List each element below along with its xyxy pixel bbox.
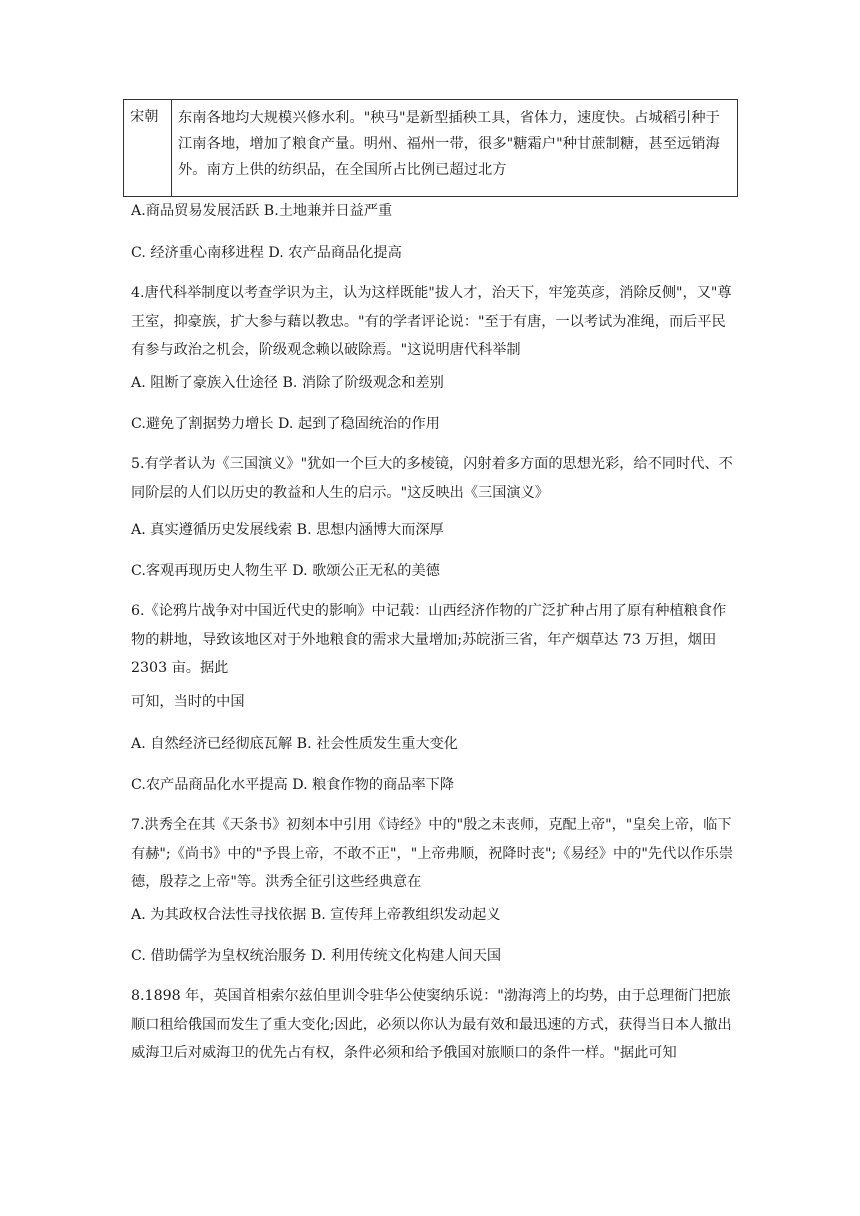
q4-stem: 4.唐代科举制度以考查学识为主，认为这样既能"拔人才，治天下，牢笼英彦，消除反侧"，又"尊王室，抑豪族，扩大参与藉以教忠。"有的学者评论说："至于有唐，一以考试为准绳，而后平民有参与政治之机会，阶级观念赖以破除焉。"这说明唐代科举制 bbox=[131, 285, 732, 358]
q5-options-cd: C.客观再现历史人物生平 D. 歌颂公正无私的美德 bbox=[131, 563, 440, 579]
q6-options-cd: C.农产品商品化水平提高 D. 粮食作物的商品率下降 bbox=[131, 777, 455, 793]
q8-stem: 8.1898 年，英国首相索尔兹伯里训令驻华公使窦纳乐说："渤海湾上的均势，由于总理衙门把旅顺口租给俄国而发生了重大变化;因此，必须以你认为最有效和最迅速的方式，获得当日本人撤出威海卫后对威海卫的优先占有权，条件必须和给予俄国对旅顺口的条件一样。"据此可知 bbox=[131, 988, 732, 1061]
q6-stem-continuation: 可知，当时的中国 bbox=[131, 694, 245, 710]
q6-options-ab: A. 自然经济已经彻底瓦解 B. 社会性质发生重大变化 bbox=[131, 736, 458, 752]
q3-options-cd: C. 经济重心南移进程 D. 农产品商品化提高 bbox=[131, 245, 402, 261]
q7-stem: 7.洪秀全在其《天条书》初刻本中引用《诗经》中的"殷之未丧师，克配上帝"，"皇矣上帝，临下有赫";《尚书》中的"予畏上帝，不敢不正"，"上帝弗顺，祝降时丧";《易经》中的"先代以作乐崇德，殷荐之上帝"等。洪秀全征引这些经典意在 bbox=[131, 817, 734, 890]
q5-options-ab: A. 真实遵循历史发展线索 B. 思想内涵博大而深厚 bbox=[131, 522, 444, 538]
q3-options-ab: A.商品贸易发展活跃 B.土地兼并日益严重 bbox=[131, 203, 393, 219]
q7-options-cd: C. 借助儒学为皇权统治服务 D. 利用传统文化构建人间天国 bbox=[131, 948, 502, 964]
song-dynasty-table bbox=[123, 99, 738, 197]
q7-options-ab: A. 为其政权合法性寻找依据 B. 宣传拜上帝教组织发动起义 bbox=[131, 907, 501, 923]
dynasty-description-cell: 东南各地均大规模兴修水利。"秧马"是新型插秧工具，省体力，速度快。占城稻引种于江南各地，增加了粮食产量。明州、福州一带，很多"糖霜户"种甘蔗制糖，甚至远销海外。南方上供的纺织品，在全国所占比例已超过北方 bbox=[178, 110, 720, 178]
q6-stem: 6.《论鸦片战争对中国近代史的影响》中记载：山西经济作物的广泛扩种占用了原有种植粮食作物的耕地，导致该地区对于外地粮食的需求大量增加;苏皖浙三省，年产烟草达 73 万担，烟田 2303 亩。据此 bbox=[131, 603, 727, 676]
dynasty-cell: 宋朝 bbox=[124, 100, 172, 196]
q5-stem: 5.有学者认为《三国演义》"犹如一个巨大的多棱镜，闪射着多方面的思想光彩，给不同时代、不同阶层的人们以历史的教益和人生的启示。"这反映出《三国演义》 bbox=[131, 456, 733, 501]
q4-options-cd: C.避免了割据势力增长 D. 起到了稳固统治的作用 bbox=[131, 416, 440, 432]
q4-options-ab: A. 阻断了豪族入仕途径 B. 消除了阶级观念和差别 bbox=[131, 375, 444, 391]
